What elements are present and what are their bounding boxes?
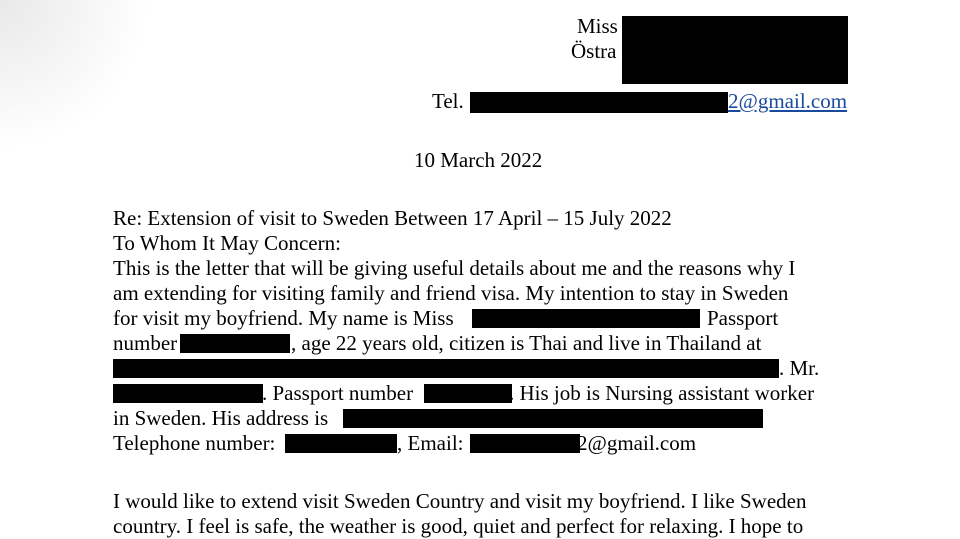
body-line-8b: , Email: bbox=[397, 431, 464, 455]
sender-name-prefix: Miss bbox=[577, 14, 618, 38]
letter-salutation: To Whom It May Concern: bbox=[113, 231, 341, 255]
redacted-sweden-address bbox=[343, 409, 763, 428]
sender-name-line bbox=[577, 14, 618, 39]
body-line-4a: number bbox=[113, 331, 178, 355]
body-line-2: am extending for visiting family and friend visa. My intention to stay in Sweden bbox=[113, 281, 789, 305]
body-line-7: in Sweden. His address is bbox=[113, 406, 329, 430]
tel-label: Tel. bbox=[432, 89, 464, 113]
redacted-tel-email bbox=[470, 92, 728, 113]
body-line-3b: Passport bbox=[707, 306, 779, 330]
redacted-telephone bbox=[285, 434, 397, 453]
redacted-thai-address bbox=[113, 359, 779, 378]
paragraph2-line-2: country. I feel is safe, the weather is good, quiet and perfect for relaxing. I hope to bbox=[113, 514, 804, 538]
paragraph2-line-1: I would like to extend visit Sweden Country and visit my boyfriend. I like Sweden bbox=[113, 489, 807, 513]
body-line-4b: , age 22 years old, citizen is Thai and live in Thailand at bbox=[291, 331, 762, 355]
letter-date: 10 March 2022 bbox=[414, 148, 543, 172]
body-line-3a: for visit my boyfriend. My name is Miss bbox=[113, 306, 454, 330]
redacted-boyfriend-passport bbox=[424, 384, 512, 403]
page-shadow bbox=[0, 0, 150, 150]
redacted-sender-block bbox=[622, 16, 848, 84]
redacted-boyfriend-name bbox=[113, 384, 263, 403]
body-line-8c: 2@gmail.com bbox=[577, 431, 697, 455]
body-line-8a: Telephone number: bbox=[113, 431, 276, 455]
body-line-5: . Mr. bbox=[779, 356, 820, 380]
sender-email-link[interactable]: 2@gmail.com bbox=[728, 89, 848, 113]
body-line-1: This is the letter that will be giving useful details about me and the reasons why I bbox=[113, 256, 796, 280]
letter-subject: Re: Extension of visit to Sweden Between 17 April – 15 July 2022 bbox=[113, 206, 672, 230]
redacted-email-user bbox=[470, 434, 580, 453]
body-line-6a: . Passport number bbox=[262, 381, 414, 405]
sender-address-line bbox=[571, 39, 617, 64]
redacted-passport bbox=[180, 334, 290, 353]
sender-address-prefix: Östra bbox=[571, 39, 617, 63]
sender-email-line bbox=[728, 89, 847, 114]
redacted-name bbox=[472, 309, 700, 328]
body-line-6b: . His job is Nursing assistant worker bbox=[509, 381, 815, 405]
sender-tel-line bbox=[432, 89, 464, 114]
